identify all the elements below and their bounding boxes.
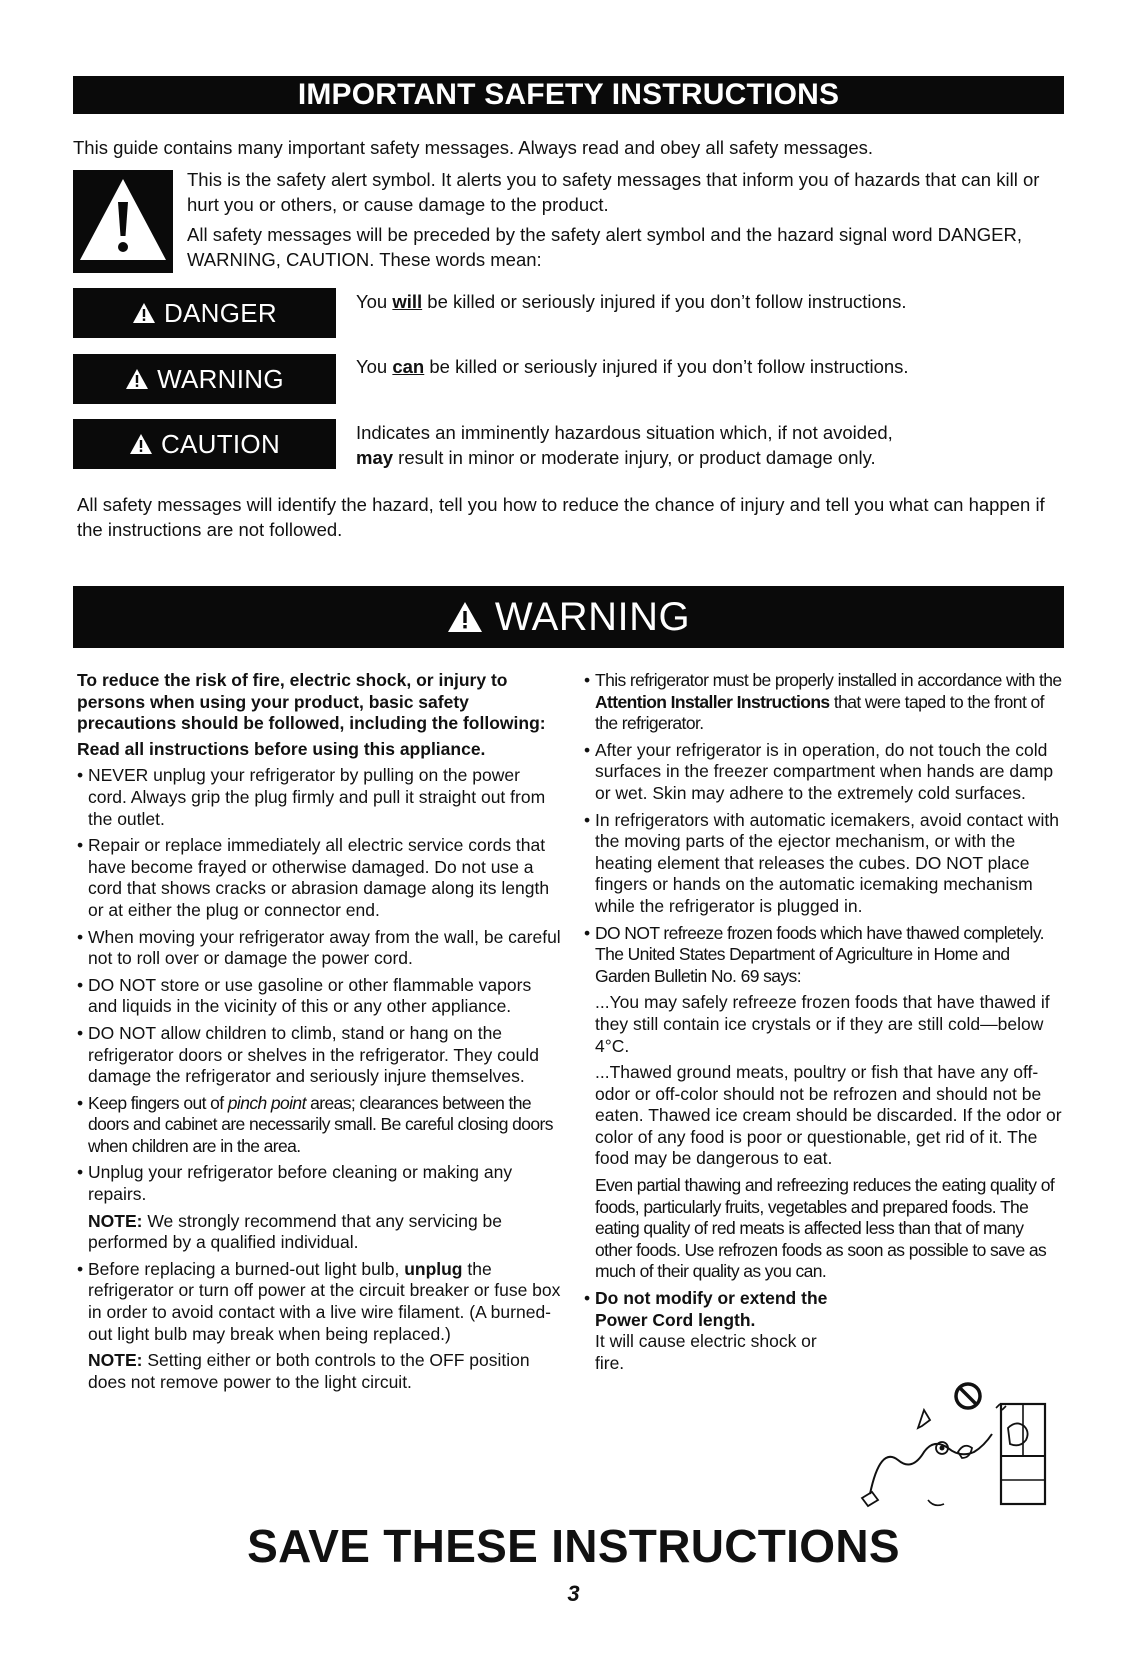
install-pre: This refrigerator must be properly installed in accordance with the xyxy=(595,670,1062,690)
save-instructions-banner: SAVE THESE INSTRUCTIONS xyxy=(247,1520,900,1572)
safety-alert-symbol-icon xyxy=(73,170,173,273)
alert-triangle-icon xyxy=(129,433,153,455)
danger-desc-pre: You xyxy=(356,291,393,312)
usda-quote-3: Even partial thawing and refreezing reduces the eating quality of foods, particularly fruits, vegetables and prepared foods. The eating quality of red meats is affected less than that of many other foods. Use refrozen foods as soon as possible to save as much of their quality as you can. xyxy=(595,1175,1055,1282)
note-light-circuit xyxy=(77,1350,562,1393)
warning-desc-post: be killed or seriously injured if you don’t follow instructions. xyxy=(424,356,909,377)
list-item: • NEVER unplug your refrigerator by pulling on the power cord. Always grip the plug firmly and pull it straight out from the outlet. xyxy=(77,765,562,830)
warning-lead: To reduce the risk of fire, electric shock, or injury to persons when using your product, basic safety precautions should be followed, including the following: xyxy=(77,670,546,734)
alert-triangle-icon xyxy=(132,302,156,324)
danger-desc-post: be killed or seriously injured if you don’t follow instructions. xyxy=(422,291,907,312)
warning-signal-box xyxy=(73,354,336,404)
list-item: • DO NOT refreeze frozen foods which have thawed completely. The United States Department of Agriculture in Home and Garden Bulletin No. 69 says: xyxy=(584,923,1064,988)
signal-word-description: All safety messages will be preceded by the safety alert symbol and the hazard signal word DANGER, WARNING, CAUTION. These words mean: xyxy=(187,224,1022,270)
warning-description xyxy=(356,354,1076,379)
danger-desc-key: will xyxy=(392,291,423,312)
usda-quote-1: ...You may safely refreeze frozen foods that have thawed if they still contain ice crystals or if they are still cold—below 4°C. xyxy=(595,992,1050,1056)
warning-right-column xyxy=(584,670,1064,1379)
caution-desc-line1: Indicates an imminently hazardous situation which, if not avoided, xyxy=(356,422,893,443)
caution-desc-post: result in minor or moderate injury, or product damage only. xyxy=(393,447,876,468)
pinch-post: areas; clearances between the doors and cabinet are necessarily small. Be careful closing doors when children are in the area. xyxy=(88,1092,553,1156)
caution-label: CAUTION xyxy=(160,428,281,459)
list-item: • After your refrigerator is in operation, do not touch the cold surfaces in the freezer compartment when hands are damp or wet. Skin may adhere to the extremely cold surfaces. xyxy=(584,740,1064,805)
warning-header-bar xyxy=(73,586,1064,648)
safety-summary-text: All safety messages will identify the hazard, tell you how to reduce the chance of injury and tell you what can happen if the instructions are not followed. xyxy=(77,494,1045,540)
pinch-point-term: pinch point xyxy=(227,1092,306,1113)
power-cord-warning: Do not modify or extend the Power Cord length. xyxy=(595,1288,828,1330)
list-item xyxy=(77,1259,562,1345)
caution-desc-key: may xyxy=(356,447,394,468)
list-item: • DO NOT allow children to climb, stand or hang on the refrigerator doors or shelves in the refrigerator. They could damage the refrigerator and seriously injure themselves. xyxy=(77,1023,562,1088)
list-item xyxy=(584,1288,850,1374)
alert-triangle-icon xyxy=(125,368,149,390)
danger-label: DANGER xyxy=(163,297,278,328)
intro-text: This guide contains many important safety messages. Always read and obey all safety messages. xyxy=(73,137,874,158)
danger-description xyxy=(356,289,1076,314)
note-servicing xyxy=(77,1211,562,1254)
caution-description xyxy=(356,420,1076,470)
list-item: • In refrigerators with automatic icemakers, avoid contact with the moving parts of the ejector mechanism, or with the heating element that releases the cubes. DO NOT place fingers or hands on the automatic icemaking mechanism while the refrigerator is plugged in. xyxy=(584,810,1064,918)
warning-desc-pre: You xyxy=(356,356,393,377)
list-item: • Repair or replace immediately all electric service cords that have become frayed or otherwise damaged. Do not use a cord that shows cracks or abrasion damage along its length or at either the plug or connector end. xyxy=(77,835,562,921)
list-item: • DO NOT store or use gasoline or other flammable vapors and liquids in the vicinity of this or any other appliance. xyxy=(77,975,562,1018)
no-cord-extension-icon xyxy=(858,1382,1058,1512)
usda-quote-2: ...Thawed ground meats, poultry or fish that have any off-odor or off-color should not be refrozen and should not be eaten. Thawed ice cream should be discarded. If the odor or color of any food is poor or questionable, get rid of it. The food may be dangerous to eat. xyxy=(595,1062,1062,1169)
alert-triangle-icon xyxy=(447,601,483,633)
warning-label: WARNING xyxy=(157,363,284,394)
pinch-pre: Keep fingers out of xyxy=(88,1092,228,1113)
list-item xyxy=(584,670,1064,735)
alert-symbol-description: This is the safety alert symbol. It alerts you to safety messages that inform you of hazards that can kill or hurt you or others, or cause damage to the product. xyxy=(187,169,1040,215)
install-post: that were taped to the front of the refrigerator. xyxy=(595,691,1044,734)
safety-header-bar xyxy=(73,76,1064,114)
page-number: 3 xyxy=(567,1581,580,1606)
caution-signal-box xyxy=(73,419,336,469)
danger-signal-box xyxy=(73,288,336,338)
bulb-post: the refrigerator or turn off power at the circuit breaker or fuse box in order to avoid contact with a live wire filament. (A burned-out light bulb may break when being replaced.) xyxy=(88,1258,561,1344)
list-item: • Unplug your refrigerator before cleaning or making any repairs. xyxy=(77,1162,562,1205)
warning-desc-key: can xyxy=(392,356,425,377)
safety-header-title: IMPORTANT SAFETY INSTRUCTIONS xyxy=(297,78,840,111)
note-text: Setting either or both controls to the OFF position does not remove power to the light circuit. xyxy=(88,1350,530,1392)
list-item xyxy=(77,1093,562,1158)
warning-header-title: WARNING xyxy=(494,594,691,639)
note-label: NOTE: xyxy=(88,1350,143,1371)
warning-left-column xyxy=(77,670,562,1398)
note-label: NOTE: xyxy=(88,1210,143,1231)
bulb-pre: Before replacing a burned-out light bulb, xyxy=(88,1258,405,1279)
note-text: We strongly recommend that any servicing be performed by a qualified individual. xyxy=(88,1210,503,1253)
unplug-term: unplug xyxy=(404,1258,463,1279)
list-item: • When moving your refrigerator away from the wall, be careful not to roll over or damage the power cord. xyxy=(77,927,562,970)
power-cord-consequence: It will cause electric shock or fire. xyxy=(595,1331,817,1373)
installer-instructions-term: Attention Installer Instructions xyxy=(595,691,830,712)
read-all-instructions: Read all instructions before using this appliance. xyxy=(77,738,486,759)
